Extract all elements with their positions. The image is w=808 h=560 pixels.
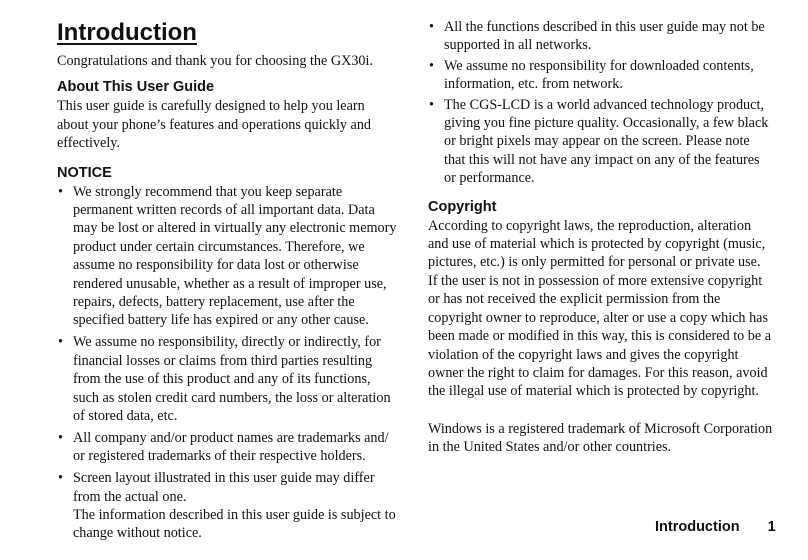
change-notice-text: The information described in this user guide is subject to change without notice.	[73, 507, 396, 542]
page-number: 1	[767, 519, 776, 535]
screen-layout-text: Screen layout illustrated in this user guide may differ from the actual one.	[73, 470, 375, 505]
page-title: Introduction	[57, 19, 197, 46]
notice-item-data-records: • We strongly recommend that you keep separate permanent written records of all important data. Data may be lost or altered in virtually any electronic memory product under certain circumstances. Therefore, we assume no responsibility for data lost or otherwise rendered unusable, whether as a result of improper use, repairs, defects, battery replacement, use after the specified battery life has expired or any other cause.	[57, 183, 397, 330]
copyright-text: According to copyright laws, the reproduction, alteration and use of material which is protected by copyright (music, pictures, etc.) is only permitted for personal or private use. If the user is not in possession of more extensive copyright or has not received the explicit permission from the copyright owner to reproduce, alter or use a copy which has been made or modified in this way, this is considered to be a violation of the copyright laws and gives the copyright owner the right to claim for damages. For this reason, avoid the illegal use of material which is protected by copyright.	[428, 217, 772, 400]
notice-item-trademarks: • All company and/or product names are trademarks and/ or registered trademarks of their respective holders.	[57, 429, 397, 466]
intro-text: Congratulations and thank you for choosing the GX30i.	[57, 53, 374, 69]
footer-section: Introduction	[655, 519, 740, 535]
notice-list-continued	[428, 18, 773, 188]
notice-item-networks: • All the functions described in this user guide may not be supported in all networks.	[428, 18, 773, 55]
notice-item-downloads: • We assume no responsibility for downloaded contents, information, etc. from network.	[428, 57, 773, 94]
page-footer	[655, 519, 776, 535]
right-column	[428, 18, 773, 457]
notice-item-financial-losses: • We assume no responsibility, directly or indirectly, for financial losses or claims from third parties resulting from the use of this product and any of its functions, such as stolen credit card numbers, the loss or alteration of stored data, etc.	[57, 333, 397, 425]
notice-heading: NOTICE	[57, 164, 112, 181]
about-heading: About This User Guide	[57, 79, 215, 96]
notice-item-screen-layout	[57, 469, 397, 543]
trademark-text: Windows is a registered trademark of Microsoft Corporation in the United States and/or other countries.	[428, 420, 773, 456]
about-text: This user guide is carefully designed to help you learn about your phone’s features and operations quickly and effectively.	[57, 98, 372, 152]
notice-list	[57, 183, 397, 543]
left-column	[57, 18, 397, 546]
copyright-heading: Copyright	[428, 198, 497, 215]
notice-item-lcd: • The CGS-LCD is a world advanced technology product, giving you fine picture quality. Occasionally, a few black or bright pixels may appear on the screen. Please note that this will not have any impact on any of the features or performance.	[428, 96, 773, 188]
